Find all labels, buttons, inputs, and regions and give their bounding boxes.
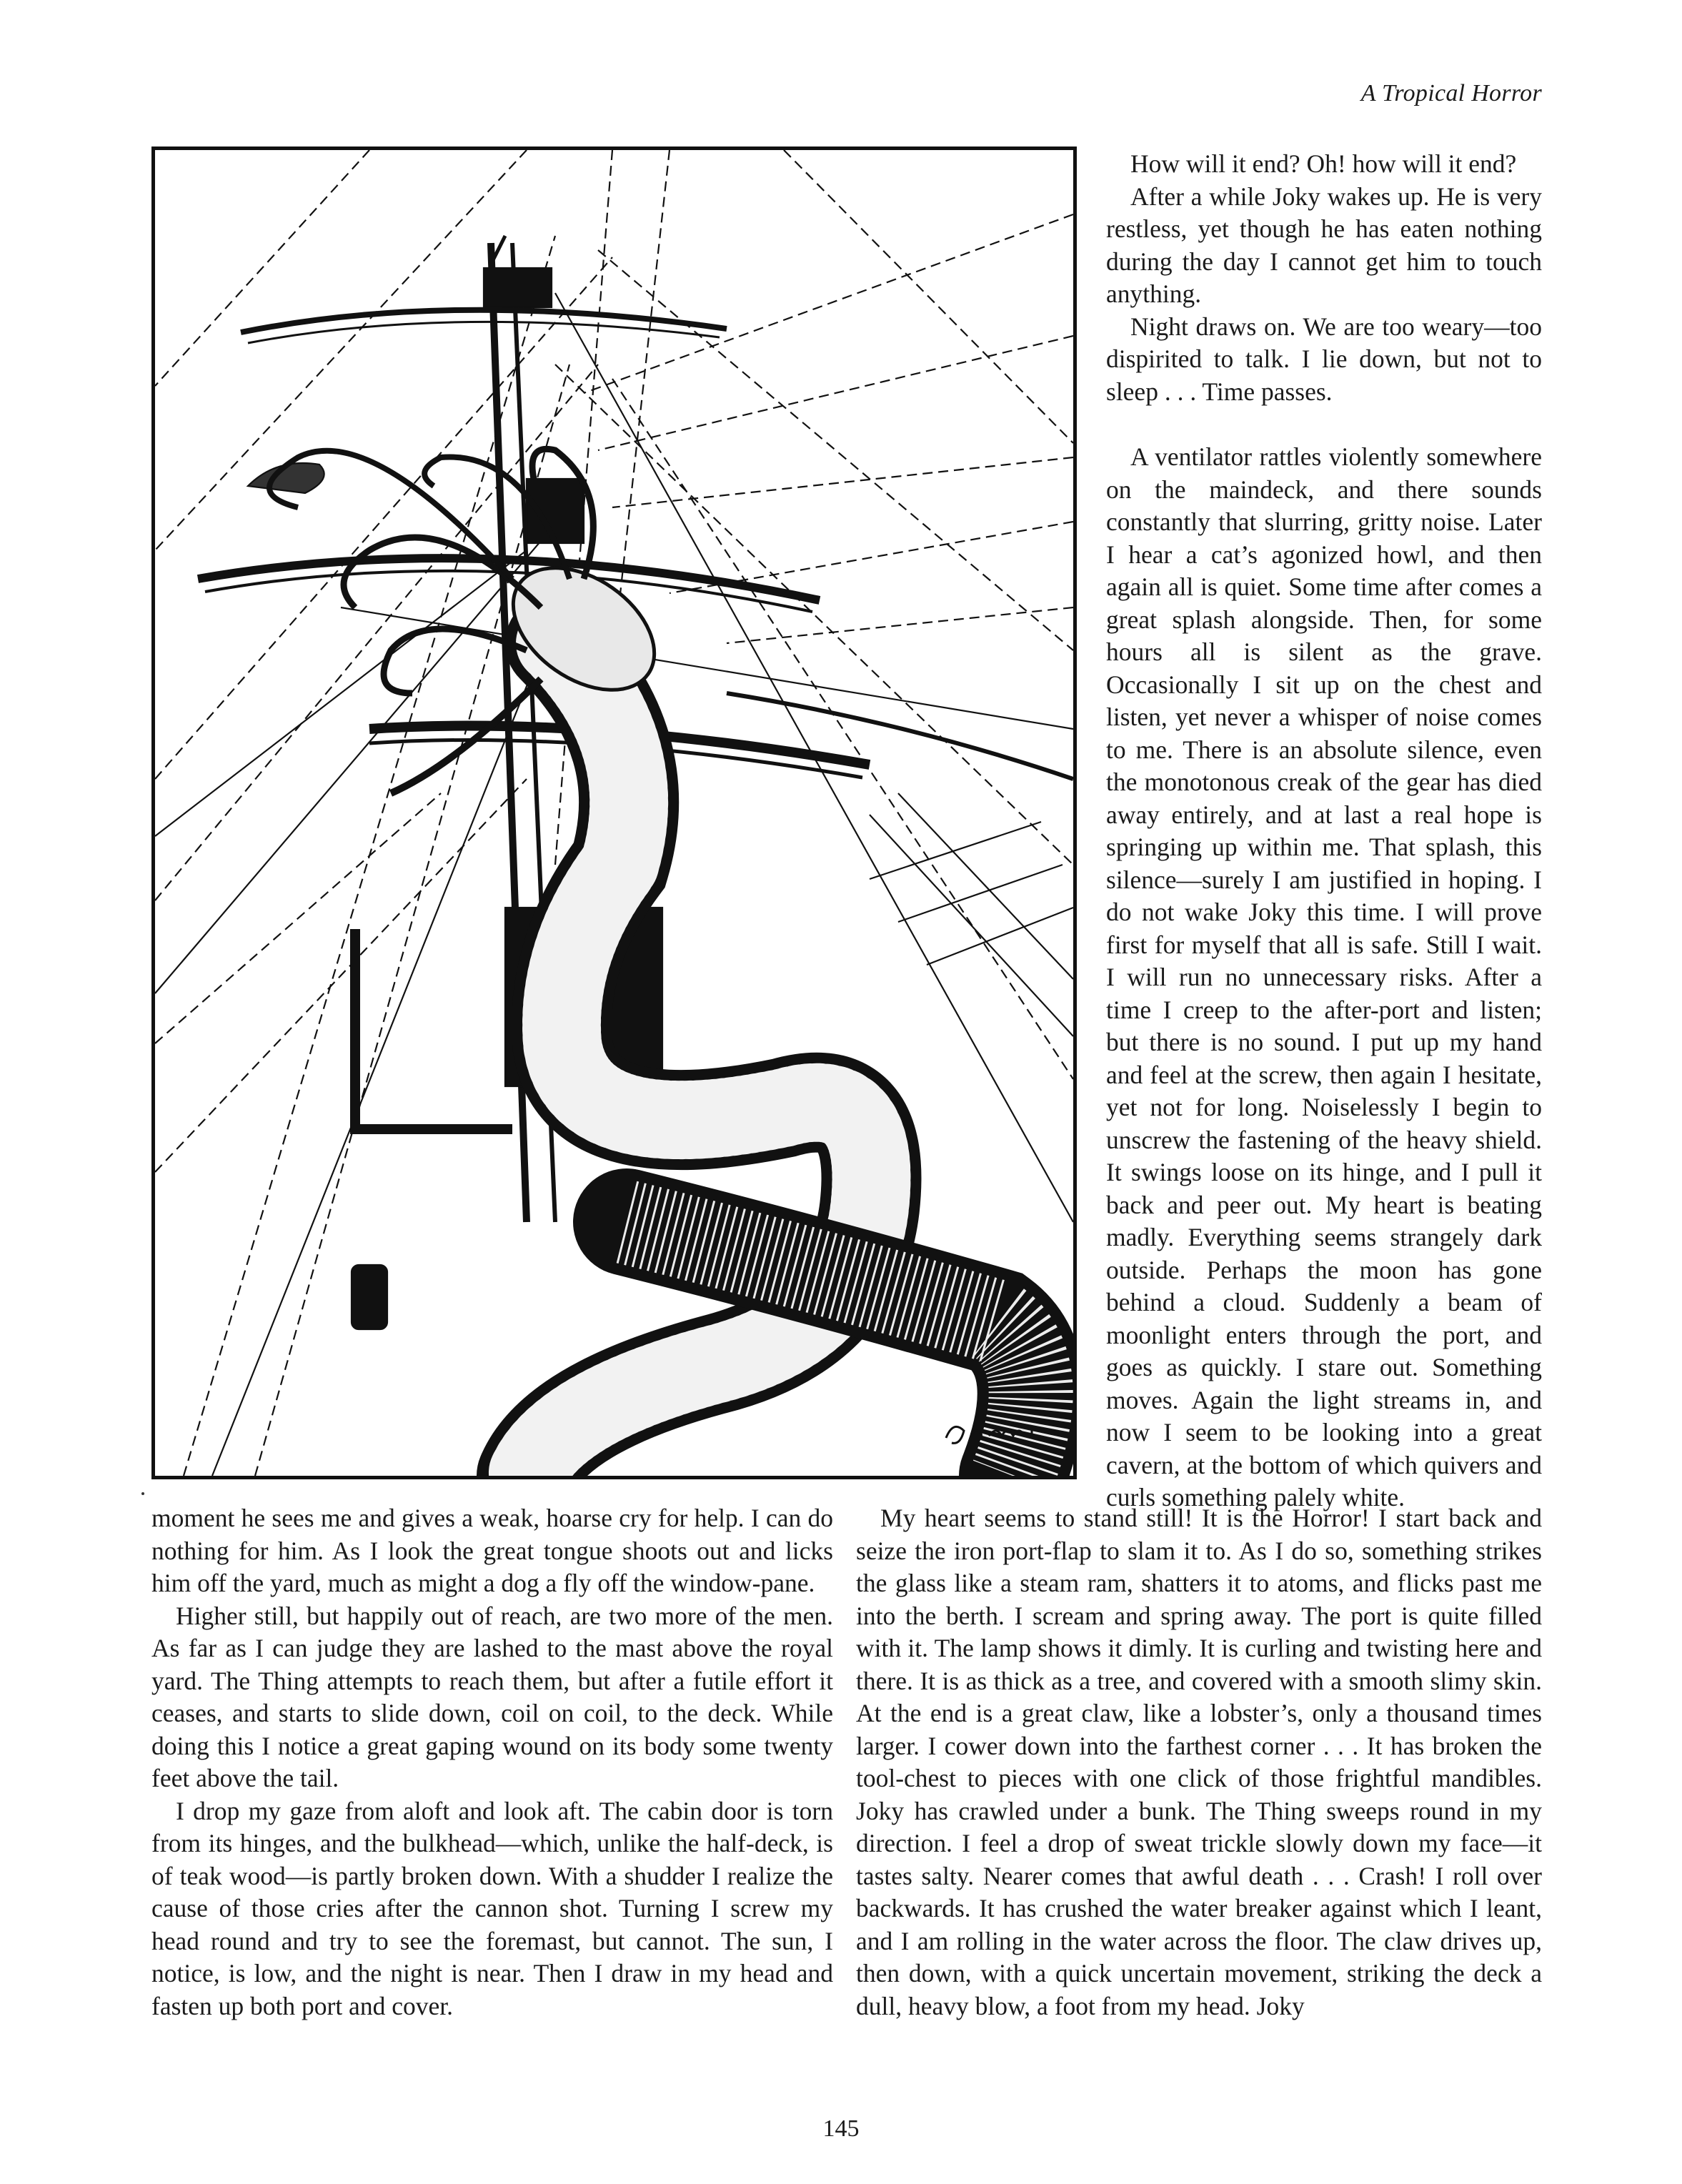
paragraph: How will it end? Oh! how will it end? xyxy=(1130,149,1517,178)
paragraph: After a while Joky wakes up. He is very restless, yet though he has eaten nothing during the day I cannot get him to touch anything. xyxy=(1106,182,1542,308)
left-column xyxy=(151,1502,833,2022)
right-column-top xyxy=(1106,148,1542,1514)
paragraph: A ventilator rattles violently somewhere on the maindeck, and there sounds constantly that slurring, gritty noise. Later I hear a cat’s agonized howl, and then again all is quiet. Some time after comes a great splash alongside. Then, for some hours all is silent as the grave. Occasionally I sit up on the chest and listen, yet never a whisper of noise comes to me. There is an absolute silence, even the monotonous creak of the gear has died away entirely, and at last a real hope is springing up within me. That splash, this silence—surely I am justified in hoping. I do not wake Joky this time. I will prove first for myself that all is safe. Still I wait. I will run no unnecessary risks. After a time I creep to the after-port and listen; but there is no sound. I put up my hand and feel at the screw, then again I hesitate, yet not for long. Noiselessly I begin to unscrew the fastening of the heavy shield. It swings loose on its hinge, and I pull it back and peer out. My heart is beating madly. Everything seems strangely dark outside. Perhaps the moon has gone behind a cloud. Suddenly a beam of moonlight enters through the port, and goes as quickly. I stare out. Something moves. Again the light streams in, and now I seem to be looking into a great cavern, at the bottom of which quivers and curls something palely white. xyxy=(1106,442,1542,1512)
paragraph: Higher still, but happily out of reach, are two more of the men. As far as I can judge they are lashed to the mast above the royal yard. The Thing attempts to reach them, but after a futile effort it ceases, and starts to slide down, coil on coil, to the deck. While doing this I notice a great gaping wound on its body some twenty feet above the tail. xyxy=(151,1601,833,1792)
paragraph: I drop my gaze from aloft and look aft. The cabin door is torn from its hinges, and the bulkhead—which, unlike the half-deck, is of teak wood—is partly broken down. With a shudder I realize the cause of those cries after the cannon shot. Turning I screw my head round and try to see the foremast, but cannot. The sun, I notice, is low, and the night is near. Then I draw in my head and fasten up both port and cover. xyxy=(151,1796,833,2020)
page-number: 145 xyxy=(822,2115,860,2142)
running-head: A Tropical Horror xyxy=(1360,80,1542,106)
section-gap xyxy=(1106,408,1542,441)
paragraph: My heart seems to stand still! It is the Horror! I start back and seize the iron port-flap to slam it to. As I do so, something strikes the glass like a steam ram, shatters it to atoms, and flicks past me into the berth. I scream and spring away. The port is quite filled with it. The lamp shows it dimly. It is curling and twisting here and there. It is as thick as a tree, and covered with a smooth slimy skin. At the end is a great claw, like a lobster’s, only a thousand times larger. I cower down into the farthest corner . . . It has broken the tool-chest to pieces with one click of those frightful mandibles. Joky has crawled under a bunk. The Thing sweeps round in my direction. I feel a drop of sweat trickle slowly down my face—it tastes salty. Nearer comes that awful death . . . Crash! I roll over backwards. It has crushed the water breaker against which I leant, and I am rolling in the water across the floor. The claw drives up, then down, with a quick uncertain movement, striking the deck a dull, heavy blow, a foot from my head. Joky xyxy=(856,1504,1542,2020)
paragraph: Night draws on. We are too weary—too dispirited to talk. I lie down, but not to sleep . . . Time passes. xyxy=(1106,312,1542,406)
mast-serpent-drawing xyxy=(155,150,1073,1476)
right-column-bottom xyxy=(856,1502,1542,2022)
print-mark xyxy=(141,1492,144,1495)
artist-signature xyxy=(939,1413,1053,1456)
illustration xyxy=(151,147,1077,1479)
paragraph: moment he sees me and gives a weak, hoarse cry for help. I can do nothing for him. As I look the great tongue shoots out and licks him off the yard, much as might a dog a fly off the window-pane. xyxy=(151,1504,833,1597)
